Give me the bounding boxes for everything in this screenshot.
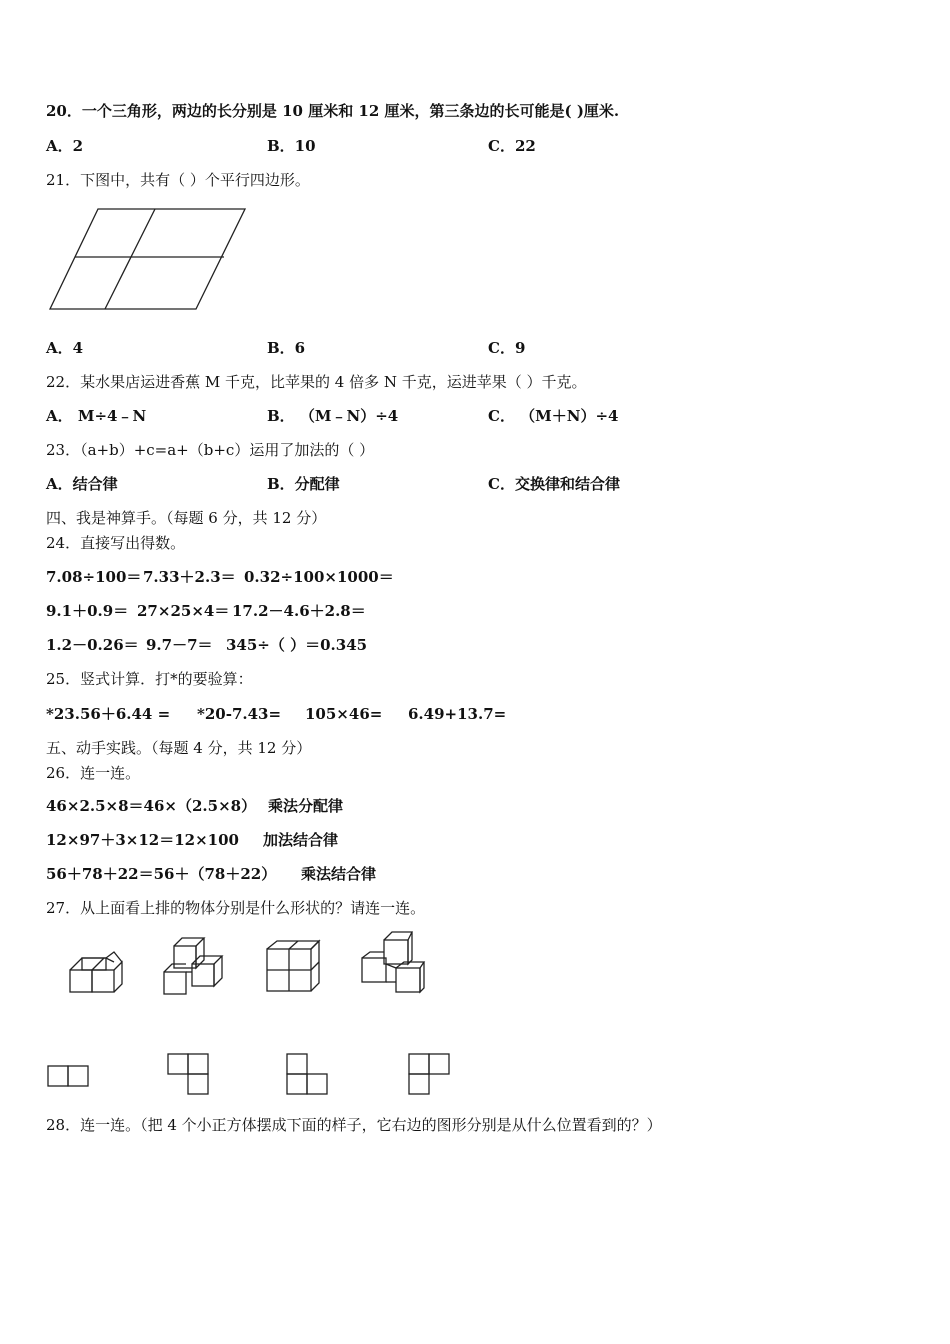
q25-item-4: 6.49+13.7=: [408, 705, 507, 723]
q20-option-a[interactable]: A．2: [46, 137, 84, 155]
q27-object-1[interactable]: [70, 952, 122, 992]
q26-right-2[interactable]: 加法结合律: [263, 831, 339, 849]
q22-option-c[interactable]: C． （M＋N）÷4: [488, 407, 619, 425]
question-23-text: 23．（a+b）+c=a+（b+c）运用了加法的（ ）: [46, 441, 375, 459]
q27-view-2[interactable]: [168, 1054, 208, 1094]
q24-r2-c1: 9.1＋0.9＝: [46, 602, 129, 620]
section-5-heading: 五、动手实践。（每题 4 分，共 12 分）: [46, 739, 312, 757]
question-22-text: 22．某水果店运进香蕉 M 千克，比苹果的 4 倍多 N 千克，运进苹果（ ）千克。: [46, 373, 587, 391]
q21-option-a[interactable]: A．4: [46, 339, 84, 357]
q27-object-4[interactable]: [362, 932, 424, 992]
q24-r1-c2: 7.33＋2.3＝: [143, 568, 236, 586]
q26-right-3[interactable]: 乘法结合律: [301, 865, 377, 883]
q26-right-1[interactable]: 乘法分配律: [268, 797, 344, 815]
q24-r3-c1: 1.2－0.26＝: [46, 636, 139, 654]
q23-option-b[interactable]: B．分配律: [267, 475, 340, 493]
q21-option-b[interactable]: B．6: [267, 339, 306, 357]
q24-r3-c3: 345÷（ ）＝0.345: [226, 636, 368, 654]
q20-option-b[interactable]: B．10: [267, 137, 316, 155]
q22-option-a[interactable]: A． M÷4﹣N: [46, 407, 147, 425]
q23-option-c[interactable]: C．交换律和结合律: [488, 475, 620, 493]
q26-left-3[interactable]: 56＋78＋22＝56＋（78＋22）: [46, 865, 277, 883]
q20-option-c[interactable]: C．22: [488, 137, 536, 155]
q27-view-4[interactable]: [409, 1054, 449, 1094]
q27-object-2[interactable]: [164, 938, 222, 994]
q26-left-2[interactable]: 12×97＋3×12＝12×100: [46, 831, 239, 849]
q24-r2-c3: 17.2－4.6＋2.8＝: [232, 602, 366, 620]
section-4-heading: 四、我是神算手。（每题 6 分，共 12 分）: [46, 509, 327, 527]
q24-r1-c3: 0.32÷100×1000＝: [244, 568, 394, 586]
q24-r2-c2: 27×25×4＝: [137, 602, 230, 620]
q23-option-a[interactable]: A．结合律: [46, 475, 118, 493]
q27-object-3[interactable]: [267, 941, 319, 991]
q22-option-b[interactable]: B． （M﹣N）÷4: [267, 407, 399, 425]
q26-left-1[interactable]: 46×2.5×8＝46×（2.5×8）: [46, 797, 257, 815]
question-24-text: 24．直接写出得数。: [46, 534, 186, 552]
question-28-text: 28．连一连。（把 4 个小正方体摆成下面的样子，它右边的图形分别是从什么位置看到的？）: [46, 1116, 662, 1134]
question-27-text: 27．从上面看上排的物体分别是什么形状的？请连一连。: [46, 899, 426, 917]
q27-view-3[interactable]: [287, 1054, 327, 1094]
q24-r1-c1: 7.08÷100＝: [46, 568, 142, 586]
q27-view-1[interactable]: [48, 1066, 88, 1086]
question-25-text: 25．竖式计算．打*的要验算：: [46, 670, 253, 688]
q24-r3-c2: 9.7－7＝: [146, 636, 213, 654]
question-26-text: 26．连一连。: [46, 764, 141, 782]
q25-item-1: *23.56＋6.44 =: [46, 705, 171, 723]
q21-option-c[interactable]: C．9: [488, 339, 526, 357]
question-20-text: 20．一个三角形，两边的长分别是 10 厘米和 12 厘米，第三条边的长可能是( )厘米.: [46, 102, 620, 120]
q25-item-2: *20-7.43=: [197, 705, 282, 723]
q25-item-3: 105×46=: [305, 705, 383, 723]
question-21-text: 21．下图中，共有（ ）个平行四边形。: [46, 171, 310, 189]
